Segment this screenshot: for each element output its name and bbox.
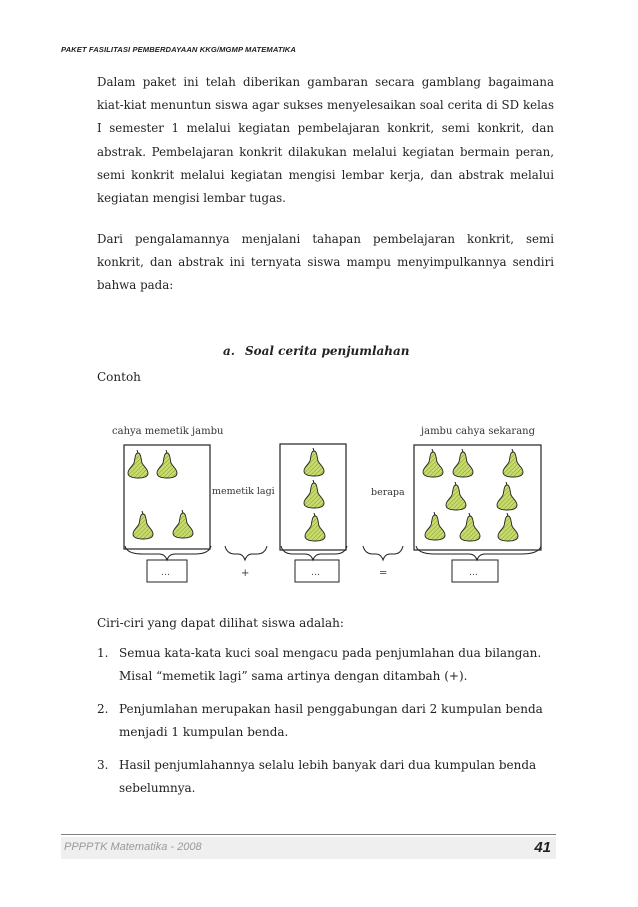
paragraph-intro: Dalam paket ini telah diberikan gambaran secara gamblang bagaimana kiat-kiat menuntun siswa agar sukses menyelesaikan soal cerita di SD kelas I semester 1 melalui kegiatan pembelajaran konkrit, semi konkrit, dan abstrak. Pembelajaran konkrit dilakukan melalui kegiatan bermain peran, semi konkrit melalui kegiatan mengisi lembar kerja, dan abstrak melalui kegiatan mengisi lembar tugas. — [97, 75, 554, 206]
jambu-fruit — [453, 449, 473, 477]
equals-sign: = — [379, 568, 388, 579]
list-text-line1: Semua kata-kata kuci soal mengacu pada penjumlahan dua bilangan. — [119, 646, 542, 660]
characteristics-intro: Ciri-ciri yang dapat dilihat siswa adalah: — [97, 616, 344, 630]
addition-diagram — [95, 418, 555, 598]
jambu-fruit — [304, 448, 324, 476]
list-text-line1: Hasil penjumlahannya selalu lebih banyak dari dua kumpulan benda — [119, 758, 537, 772]
section-title: Soal cerita penjumlahan — [244, 344, 410, 358]
running-header: PAKET FASILITASI PEMBERDAYAAN KKG/MGMP MATEMATIKA — [61, 45, 296, 54]
list-item — [97, 698, 554, 743]
characteristics-list — [97, 642, 554, 810]
jambu-fruit — [460, 513, 480, 541]
list-item — [97, 754, 554, 799]
jambu-fruit — [305, 513, 325, 541]
label-right: jambu cahya sekarang — [421, 426, 536, 437]
answer-blank-1: … — [161, 568, 170, 578]
answer-blank-2: … — [311, 568, 320, 578]
jambu-fruit — [157, 450, 177, 478]
page-footer — [61, 837, 556, 859]
list-text-line1: Penjumlahan merupakan hasil penggabungan dari 2 kumpulan benda — [119, 702, 543, 716]
label-how-many: berapa — [371, 487, 405, 498]
braces — [125, 546, 541, 560]
list-number: 3. — [97, 758, 109, 772]
list-item — [97, 642, 554, 687]
label-left: cahya memetik jambu — [112, 426, 224, 437]
example-label: Contoh — [97, 370, 141, 384]
jambu-fruit — [133, 511, 153, 539]
jambu-fruit — [425, 512, 445, 540]
label-picked-again: memetik lagi — [212, 486, 275, 497]
jambu-fruit — [423, 449, 443, 477]
footer-text: PPPPTK Matematika - 2008 — [64, 841, 202, 853]
jambu-fruit — [497, 482, 517, 510]
jambu-fruit — [128, 450, 148, 478]
jambu-fruit — [446, 482, 466, 510]
list-text-line2: sebelumnya. — [119, 780, 196, 795]
footer-divider — [61, 834, 556, 835]
jambu-fruit — [498, 513, 518, 541]
jambu-fruit — [173, 510, 193, 538]
jambu-fruit — [503, 449, 523, 477]
list-number: 1. — [97, 646, 109, 660]
page-number: 41 — [534, 839, 551, 856]
section-letter: a. — [223, 344, 235, 358]
paragraph-experience: Dari pengalamannya menjalani tahapan pembelajaran konkrit, semi konkrit, dan abstrak ini ternyata siswa mampu menyimpulkannya sendiri bahwa pada: — [97, 232, 554, 293]
jambu-fruit — [304, 480, 324, 508]
list-number: 2. — [97, 702, 109, 716]
plus-sign: + — [241, 568, 250, 579]
list-text-line2: menjadi 1 kumpulan benda. — [119, 724, 289, 739]
answer-blank-3: … — [469, 568, 478, 578]
section-heading — [223, 344, 410, 358]
list-text-line2: Misal “memetik lagi” sama artinya dengan ditambah (+). — [119, 668, 468, 683]
